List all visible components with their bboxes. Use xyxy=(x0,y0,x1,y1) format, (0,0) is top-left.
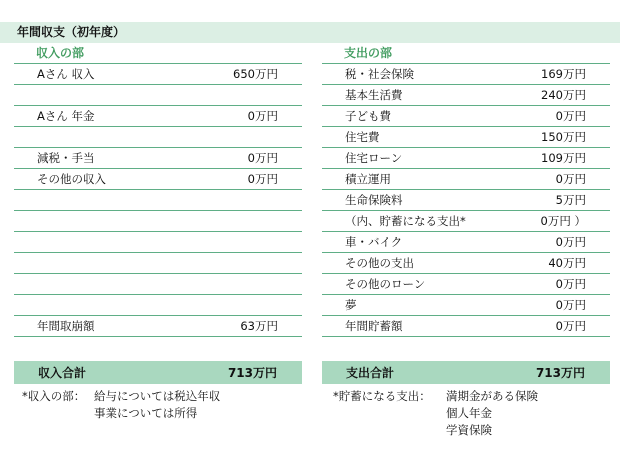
expense-row xyxy=(322,106,610,127)
expense-row-value: 0万円 xyxy=(555,277,586,291)
income-total-bar xyxy=(14,361,302,384)
expense-section xyxy=(322,44,610,337)
expense-rows xyxy=(322,63,610,337)
income-row-value: 0万円 xyxy=(247,109,278,123)
expense-note-text: 満期金がある保険 xyxy=(446,389,538,403)
expense-row xyxy=(322,232,610,253)
expense-row-value: 150万円 xyxy=(541,130,586,144)
income-row xyxy=(14,106,302,127)
expense-total-label: 支出合計 xyxy=(346,366,395,380)
income-row xyxy=(14,253,302,274)
income-row xyxy=(14,85,302,106)
expense-row-label: その他のローン xyxy=(345,277,426,291)
income-row-label: その他の収入 xyxy=(37,172,106,186)
income-note-line xyxy=(22,405,220,422)
expense-row-label: 住宅ローン xyxy=(345,151,403,165)
expense-note-indent xyxy=(333,405,446,422)
expense-total-bar xyxy=(322,361,610,384)
expense-row-label: 車・バイク xyxy=(345,235,403,249)
income-rows xyxy=(14,63,302,337)
income-row xyxy=(14,316,302,337)
expense-note-line xyxy=(333,422,538,439)
expense-row xyxy=(322,274,610,295)
expense-note-text: 個人年金 xyxy=(446,406,492,420)
income-row xyxy=(14,190,302,211)
expense-row xyxy=(322,148,610,169)
expense-row-label: 住宅費 xyxy=(345,130,380,144)
income-row xyxy=(14,232,302,253)
expense-row xyxy=(322,253,610,274)
expense-row xyxy=(322,190,610,211)
expense-row-value: 0万円 xyxy=(555,319,586,333)
expense-total-value: 713万円 xyxy=(535,366,585,380)
income-heading: 収入の部 xyxy=(36,46,85,60)
expense-row-value: 40万円 xyxy=(548,256,586,270)
income-note-line xyxy=(22,388,220,405)
expense-row xyxy=(322,211,610,232)
income-row xyxy=(14,148,302,169)
income-row xyxy=(14,64,302,85)
expense-note-indent xyxy=(333,422,446,439)
income-note-text: 給与については税込年収 xyxy=(94,389,221,403)
income-row xyxy=(14,295,302,316)
expense-note-line xyxy=(333,405,538,422)
income-row-value: 650万円 xyxy=(233,67,278,81)
income-row-value: 0万円 xyxy=(247,151,278,165)
expense-row-value: 240万円 xyxy=(541,88,586,102)
expense-row xyxy=(322,85,610,106)
income-row-value: 0万円 xyxy=(247,172,278,186)
expense-row-label: 年間貯蓄額 xyxy=(345,319,403,333)
expense-row-label: （内、貯蓄になる支出* xyxy=(345,214,466,228)
income-note-text: 事業については所得 xyxy=(94,406,198,420)
expense-row xyxy=(322,64,610,85)
expense-row-label: 生命保険料 xyxy=(345,193,403,207)
expense-row-value: 0万円 xyxy=(555,109,586,123)
expense-heading: 支出の部 xyxy=(344,46,393,60)
expense-row-label: 子ども費 xyxy=(345,109,391,123)
income-row-label: Aさん 収入 xyxy=(37,67,95,81)
income-total-label: 収入合計 xyxy=(38,366,87,380)
page-title: 年間収支（初年度） xyxy=(0,22,620,43)
expense-row-value: 0万円 xyxy=(555,235,586,249)
income-section xyxy=(14,44,302,337)
income-note-lead: *収入の部： xyxy=(22,389,86,403)
expense-row-value: 0万円 ） xyxy=(540,214,586,228)
expense-row-label: 積立運用 xyxy=(345,172,391,186)
expense-note-text: 学資保険 xyxy=(446,423,492,437)
expense-row-value: 5万円 xyxy=(555,193,586,207)
expense-note xyxy=(333,388,538,439)
income-row-label: 減税・手当 xyxy=(37,151,95,165)
income-row xyxy=(14,127,302,148)
income-total-value: 713万円 xyxy=(227,366,277,380)
expense-row xyxy=(322,295,610,316)
income-row xyxy=(14,211,302,232)
income-row-label: Aさん 年金 xyxy=(37,109,95,123)
expense-row xyxy=(322,316,610,337)
expense-row-label: 税・社会保険 xyxy=(345,67,414,81)
expense-row xyxy=(322,169,610,190)
expense-row-value: 0万円 xyxy=(555,172,586,186)
income-note xyxy=(22,388,220,422)
expense-row-label: 基本生活費 xyxy=(345,88,403,102)
income-row xyxy=(14,274,302,295)
expense-row-label: その他の支出 xyxy=(345,256,414,270)
expense-row-value: 0万円 xyxy=(555,298,586,312)
expense-note-line xyxy=(333,388,538,405)
expense-note-lead: *貯蓄になる支出： xyxy=(333,389,431,403)
expense-row-value: 169万円 xyxy=(541,67,586,81)
expense-row xyxy=(322,127,610,148)
income-row xyxy=(14,169,302,190)
income-row-value: 63万円 xyxy=(240,319,278,333)
income-row-label: 年間取崩額 xyxy=(37,319,95,333)
expense-row-value: 109万円 xyxy=(541,151,586,165)
expense-row-label: 夢 xyxy=(345,298,357,312)
income-note-indent xyxy=(22,405,94,422)
